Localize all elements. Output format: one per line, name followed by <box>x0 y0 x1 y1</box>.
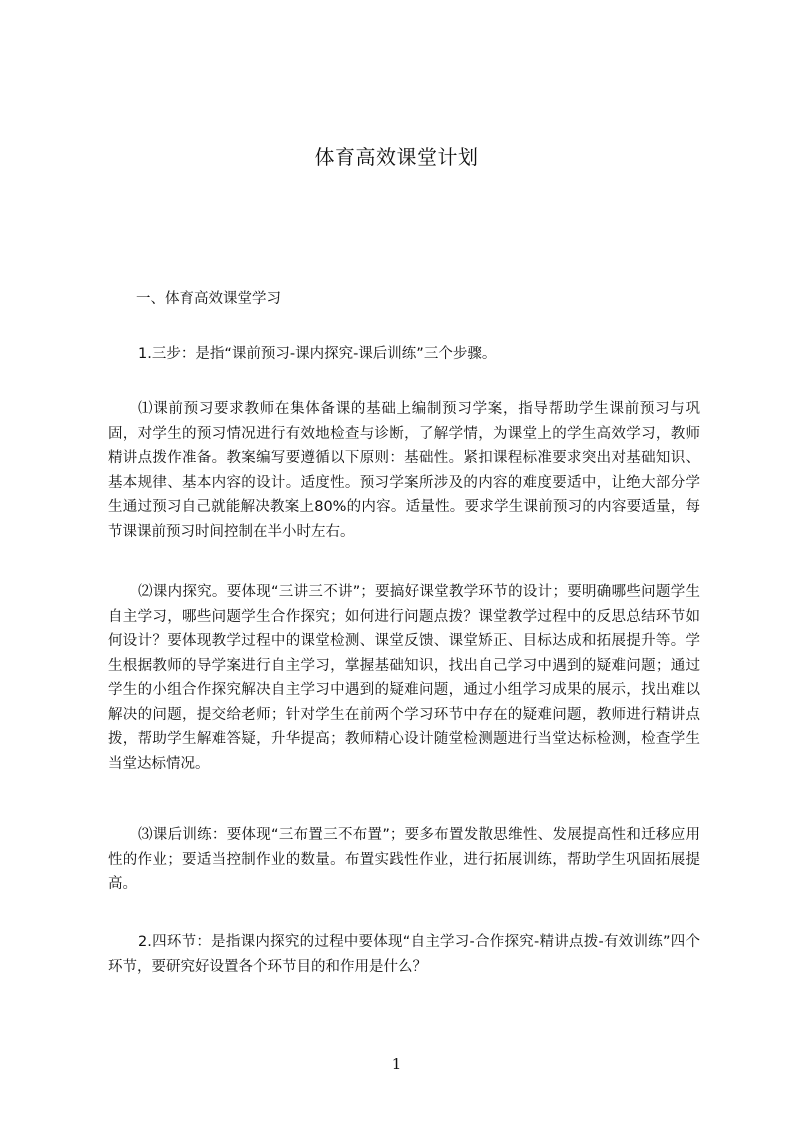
paragraph-pre-class-preview: ⑴课前预习要求教师在集体备课的基础上编制预习学案，指导帮助学生课前预习与巩固，对学生的预习情况进行有效地检查与诊断，了解学情，为课堂上的学生高效学习，教师精讲点拨作准备。教案编写要遵循以下原则：基础性。紧扣课程标准要求突出对基础知识、基本规律、基本内容的设计。适度性。预习学案所涉及的内容的难度要适中，让绝大部分学生通过预习自己就能解决教案上80%的内容。适量性。要求学生课前预习的内容要适量，每节课课前预习时间控制在半小时左右。 <box>108 401 700 540</box>
paragraph-three-steps: 1.三步：是指“课前预习-课内探究-课后训练”三个步骤。 <box>138 346 497 362</box>
document-title: 体育高效课堂计划 <box>314 145 479 169</box>
paragraph-after-class-training: ⑶课后训练：要体现“三布置三不布置”；要多布置发散思维性、发展提高性和迁移应用性的作业；要适当控制作业的数量。布置实践性作业，进行拓展训练，帮助学生巩固拓展提高。 <box>108 827 700 892</box>
paragraph-four-links: 2.四环节：是指课内探究的过程中要体现“自主学习-合作探究-精讲点拨-有效训练”四个环节，要研究好设置各个环节目的和作用是什么？ <box>108 934 700 975</box>
page-number: 1 <box>391 1055 402 1073</box>
paragraph-in-class-inquiry: ⑵课内探究。要体现“三讲三不讲”；要搞好课堂教学环节的设计；要明确哪些问题学生自主学习，哪些问题学生合作探究；如何进行问题点拨？课堂教学过程中的反思总结环节如何设计？要体现教学过程中的课堂检测、课堂反馈、课堂矫正、目标达成和拓展提升等。学生根据教师的导学案进行自主学习，掌握基础知识，找出自己学习中遇到的疑难问题；通过学生的小组合作探究解决自主学习中遇到的疑难问题，通过小组学习成果的展示，找出难以解决的问题，提交给老师；针对学生在前两个学习环节中存在的疑难问题，教师进行精讲点拨，帮助学生解难答疑，升华提高；教师精心设计随堂检测题进行当堂达标检测，检查学生当堂达标情况。 <box>108 584 700 772</box>
section-heading: 一、体育高效课堂学习 <box>136 291 281 307</box>
